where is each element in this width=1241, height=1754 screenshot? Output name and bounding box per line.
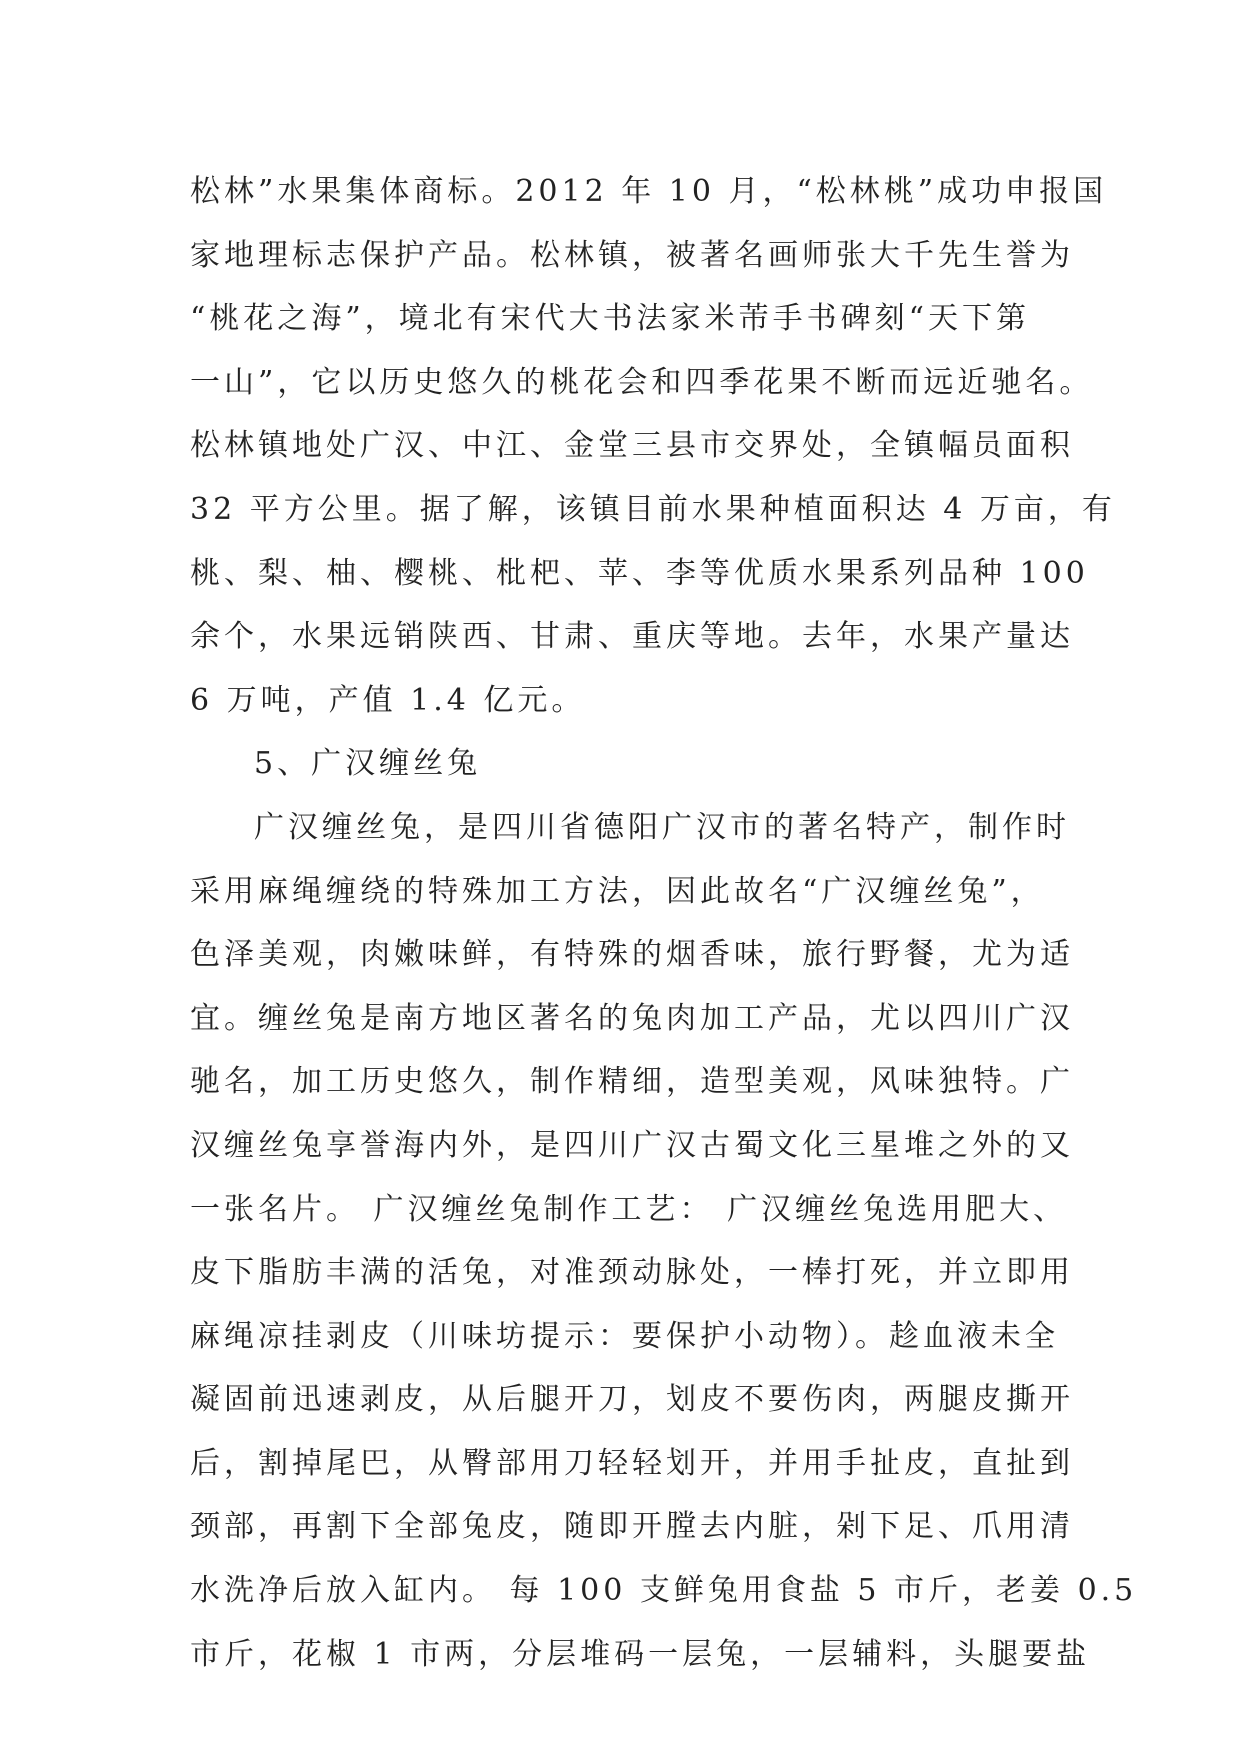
text-line: 后，割掉尾巴，从臀部用刀轻轻划开，并用手扯皮，直扯到 bbox=[190, 1445, 1074, 1481]
text-line: 皮下脂肪丰满的活兔，对准颈动脉处，一棒打死，并立即用 bbox=[190, 1255, 1074, 1291]
text-line: 余个，水果远销陕西、甘肃、重庆等地。去年，水果产量达 bbox=[190, 619, 1074, 655]
text-line: 凝固前迅速剥皮，从后腿开刀，划皮不要伤肉，两腿皮撕开 bbox=[190, 1382, 1074, 1418]
paragraph-first-line: 广汉缠丝兔，是四川省德阳广汉市的著名特产，制作时 bbox=[254, 809, 1070, 845]
text-line: 一张名片。 广汉缠丝兔制作工艺： 广汉缠丝兔选用肥大、 bbox=[190, 1191, 1068, 1227]
text-line: 采用麻绳缠绕的特殊加工方法，因此故名“广汉缠丝兔”， bbox=[190, 873, 1045, 909]
text-line: 色泽美观，肉嫩味鲜，有特殊的烟香味，旅行野餐，尤为适 bbox=[190, 937, 1074, 973]
text-line: 麻绳凉挂剥皮（川味坊提示：要保护小动物）。趁血液未全 bbox=[190, 1318, 1059, 1354]
text-line: 松林镇地处广汉、中江、金堂三县市交界处，全镇幅员面积 bbox=[190, 428, 1074, 464]
text-line: 一山”，它以历史悠久的桃花会和四季花果不断而远近驰名。 bbox=[190, 364, 1094, 400]
text-line: 颈部，再割下全部兔皮，随即开膛去内脏，剁下足、爪用清 bbox=[190, 1509, 1074, 1545]
text-line: 汉缠丝兔享誉海内外，是四川广汉古蜀文化三星堆之外的又 bbox=[190, 1127, 1074, 1163]
text-line: 6 万吨，产值 1.4 亿元。 bbox=[190, 682, 586, 718]
text-line: 松林”水果集体商标。2012 年 10 月，“松林桃”成功申报国 bbox=[190, 174, 1108, 209]
text-line: 驰名，加工历史悠久，制作精细，造型美观，风味独特。广 bbox=[190, 1064, 1074, 1100]
text-line: 家地理标志保护产品。松林镇，被著名画师张大千先生誉为 bbox=[190, 237, 1074, 273]
text-line: 宜。缠丝兔是南方地区著名的兔肉加工产品，尤以四川广汉 bbox=[190, 1000, 1074, 1036]
section-heading: 5、广汉缠丝兔 bbox=[254, 746, 482, 782]
text-line: 市斤，花椒 1 市两，分层堆码一层兔，一层辅料，头腿要盐 bbox=[190, 1636, 1091, 1672]
text-line: 32 平方公里。据了解，该镇目前水果种植面积达 4 万亩，有 bbox=[190, 491, 1116, 527]
text-line: “桃花之海”，境北有宋代大书法家米芾手书碑刻“天下第 bbox=[190, 301, 1031, 337]
text-line: 水洗净后放入缸内。 每 100 支鲜兔用食盐 5 市斤，老姜 0.5 bbox=[190, 1573, 1138, 1609]
body-text bbox=[190, 160, 1138, 1686]
text-line: 桃、梨、柚、樱桃、枇杷、苹、李等优质水果系列品种 100 bbox=[190, 555, 1089, 591]
